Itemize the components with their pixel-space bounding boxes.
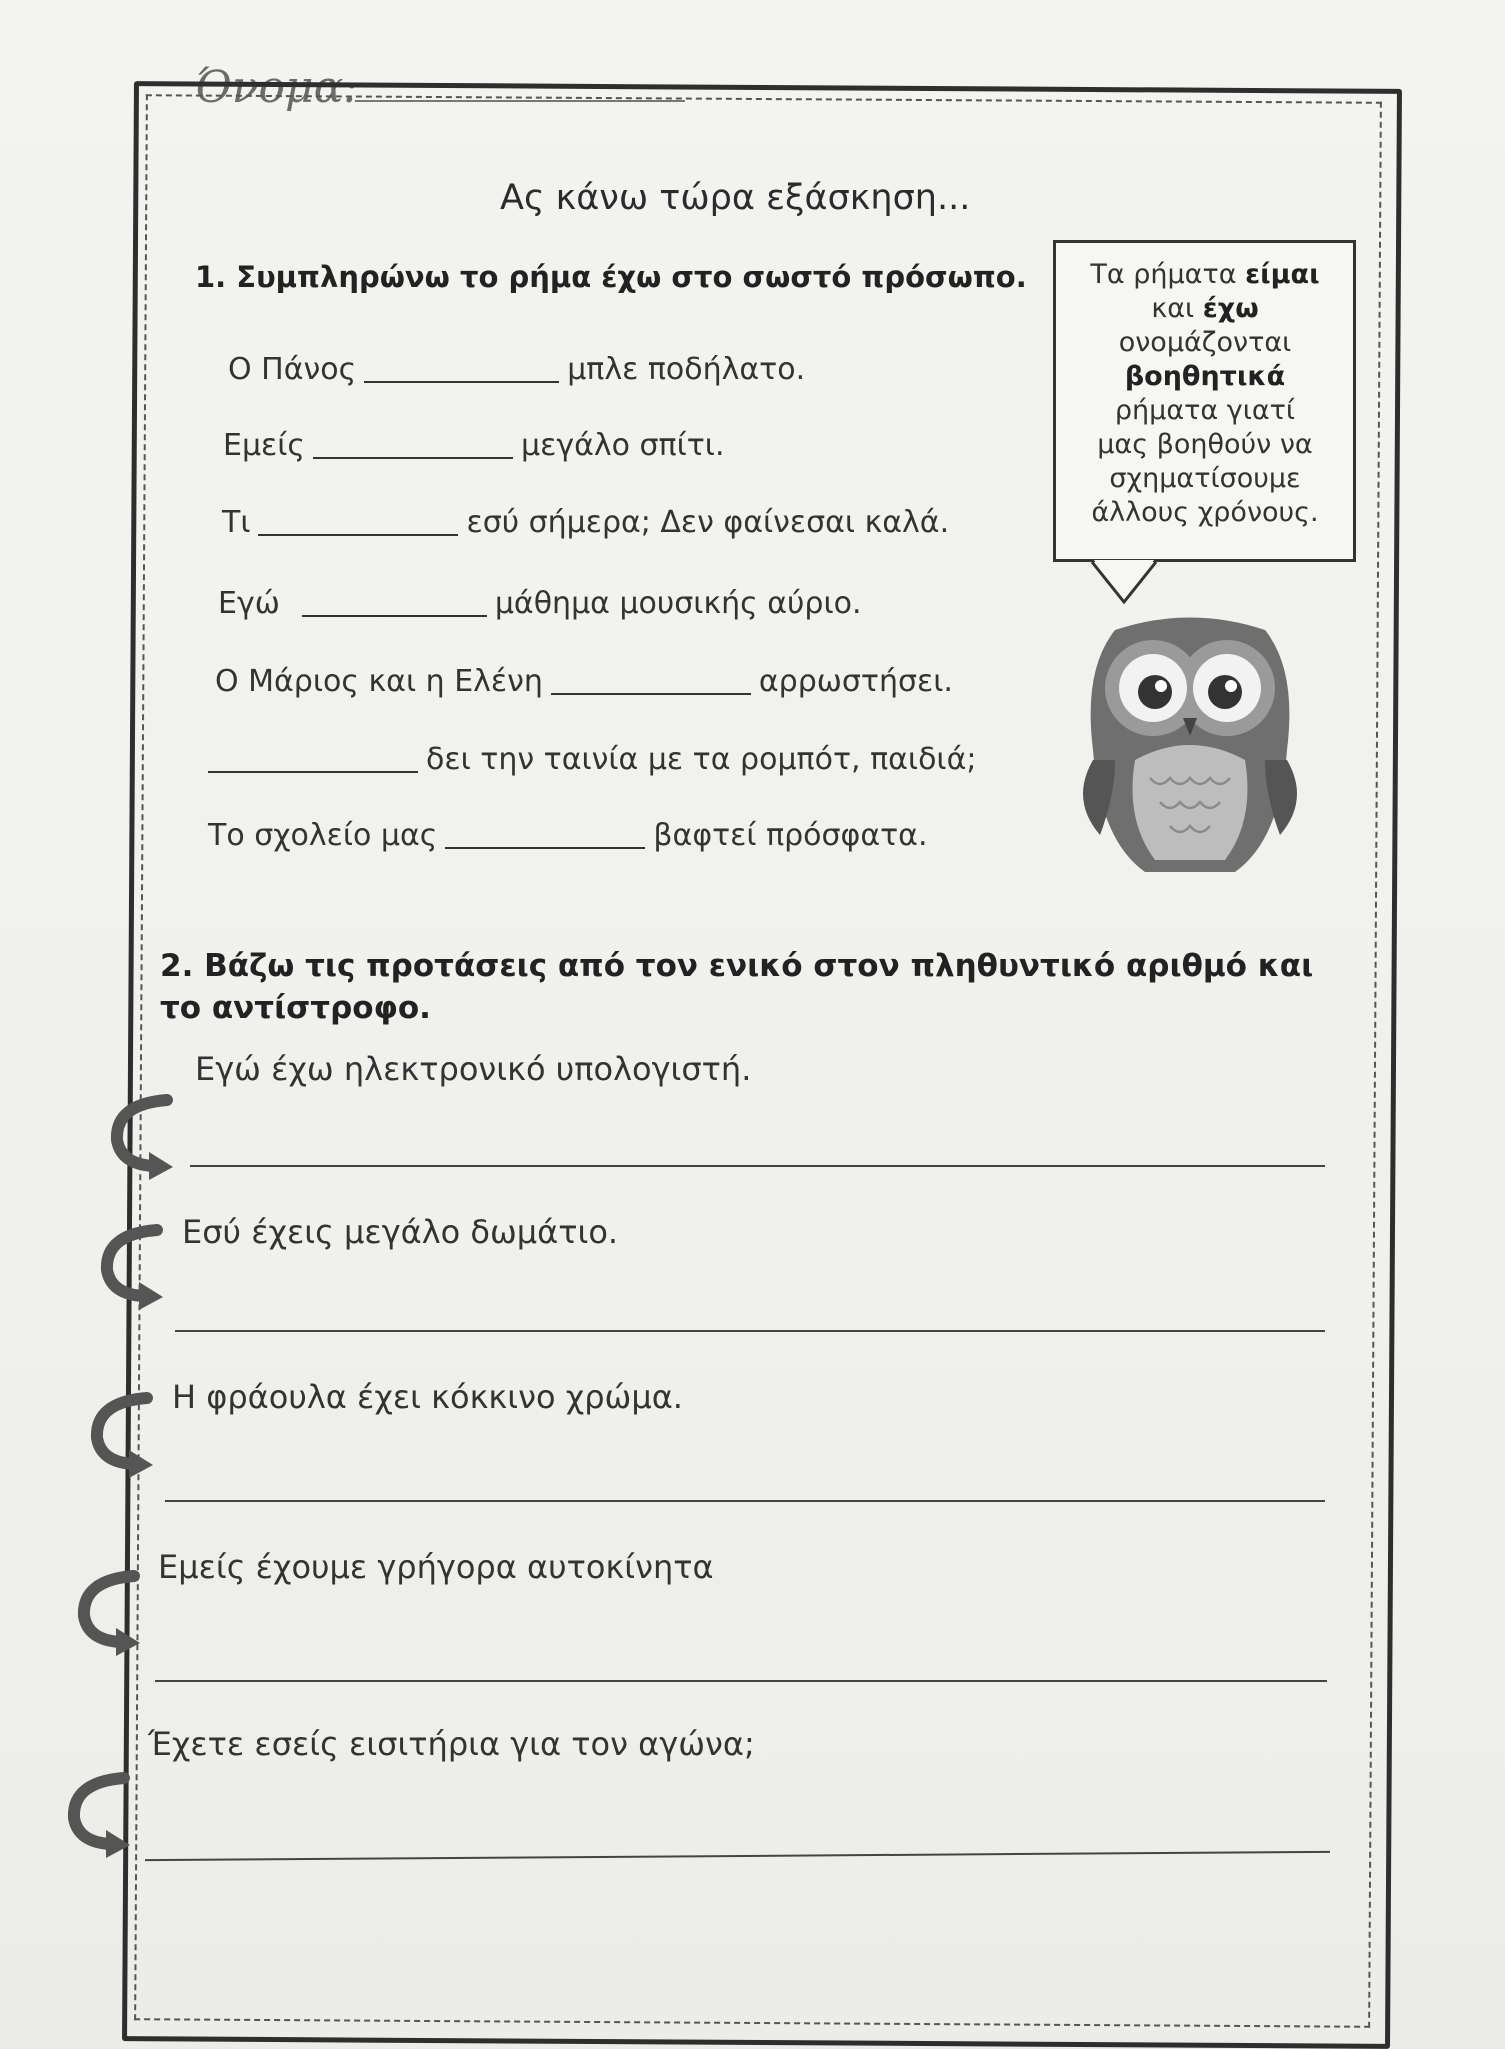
exercise2-sentence: Εμείς έχουμε γρήγορα αυτοκίνητα	[158, 1548, 714, 1586]
answer-line[interactable]	[155, 1680, 1327, 1682]
answer-blank[interactable]	[313, 457, 513, 459]
exercise1-row: Το σχολείο μας βαφτεί πρόσφατα.	[208, 818, 928, 853]
answer-blank[interactable]	[364, 381, 559, 383]
exercise1-row: Τι εσύ σήμερα; Δεν φαίνεσαι καλά.	[222, 505, 950, 540]
exercise2-sentence: Η φράουλα έχει κόκκινο χρώμα.	[172, 1378, 683, 1416]
curved-arrow-icon	[95, 1222, 175, 1312]
curved-arrow-icon	[85, 1390, 165, 1480]
speech-bubble-tail	[1084, 560, 1164, 606]
exercise2-sentence: Εγώ έχω ηλεκτρονικό υπολογιστή.	[195, 1050, 752, 1088]
exercise2-heading: 2. Βάζω τις προτάσεις από τον ενικό στον πληθυντικό αριθμό και το αντίστροφο.	[160, 948, 1314, 1026]
page-title: Ας κάνω τώρα εξάσκηση...	[500, 178, 971, 218]
curved-arrow-icon	[62, 1770, 142, 1860]
answer-blank[interactable]	[208, 771, 418, 773]
answer-line[interactable]	[190, 1165, 1325, 1167]
exercise2-sentence: Εσύ έχεις μεγάλο δωμάτιο.	[182, 1213, 619, 1251]
exercise1-row: Ο Μάριος και η Ελένη αρρωστήσει.	[215, 664, 953, 699]
answer-blank[interactable]	[445, 847, 645, 849]
exercise1-row: Εμείς μεγάλο σπίτι.	[223, 428, 725, 463]
answer-blank[interactable]	[302, 615, 487, 617]
exercise1-row: δει την ταινία με τα ρομπότ, παιδιά;	[205, 742, 976, 777]
owl-illustration	[1075, 610, 1305, 880]
exercise1-row: Ο Πάνος μπλε ποδήλατο.	[228, 352, 806, 387]
answer-line[interactable]	[175, 1330, 1325, 1332]
answer-line[interactable]	[165, 1500, 1325, 1502]
answer-blank[interactable]	[551, 693, 751, 695]
exercise1-row: Εγώ μάθημα μουσικής αύριο.	[218, 586, 862, 621]
curved-arrow-icon	[105, 1092, 185, 1182]
speech-bubble-text: Τα ρήματα είμαι και έχω ονομάζονται βοηθητικά ρήματα γιατί μας βοηθούν να σχηματίσουμε άλλους χρόνους.	[1090, 259, 1320, 528]
answer-blank[interactable]	[258, 534, 458, 536]
exercise1-heading: 1. Συμπληρώνω το ρήμα έχω στο σωστό πρόσωπο.	[195, 260, 1027, 294]
curved-arrow-icon	[72, 1568, 152, 1658]
name-label: Όνομα:	[195, 62, 359, 113]
exercise2-sentence: Έχετε εσείς εισιτήρια για τον αγώνα;	[148, 1725, 755, 1763]
